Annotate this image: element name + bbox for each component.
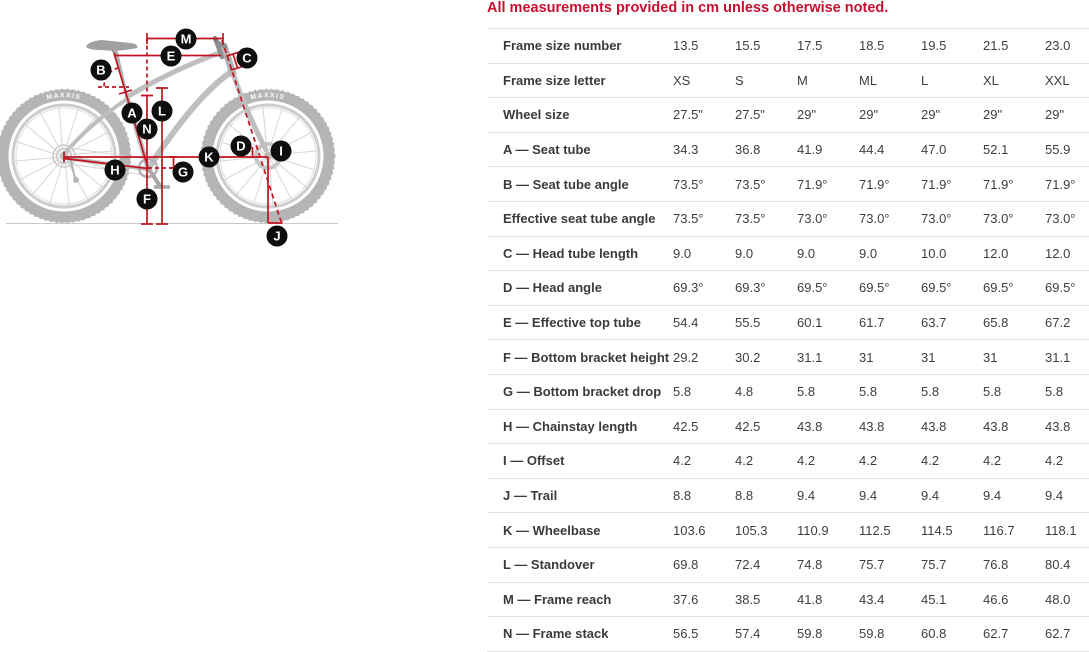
row-value: 8.8 bbox=[735, 488, 754, 504]
bike-geometry-diagram bbox=[0, 0, 487, 320]
row-value: 9.4 bbox=[921, 488, 940, 504]
row-value: 71.9° bbox=[983, 176, 1014, 192]
row-value: 73.0° bbox=[921, 211, 952, 227]
row-value: 29" bbox=[1045, 107, 1065, 123]
table-row bbox=[487, 340, 1089, 375]
row-value: 73.0° bbox=[1045, 211, 1076, 227]
table-row bbox=[487, 479, 1089, 514]
row-value: 105.3 bbox=[735, 522, 768, 538]
row-value: 71.9° bbox=[921, 176, 952, 192]
row-value: 116.7 bbox=[983, 522, 1015, 538]
row-value: 73.0° bbox=[983, 211, 1014, 227]
row-value: 45.1 bbox=[921, 591, 947, 607]
row-value: 71.9° bbox=[1045, 176, 1076, 192]
row-label: K — Wheelbase bbox=[503, 522, 601, 538]
row-value: 62.7 bbox=[1045, 626, 1071, 642]
row-value: 19.5 bbox=[921, 38, 947, 54]
row-value: 4.8 bbox=[735, 384, 754, 400]
table-row bbox=[487, 306, 1089, 341]
row-value: 71.9° bbox=[797, 176, 828, 192]
measurements-note: All measurements provided in cm unless otherwise noted. bbox=[487, 0, 889, 16]
row-value: 55.9 bbox=[1045, 142, 1071, 158]
row-value: 43.8 bbox=[797, 418, 823, 434]
table-row bbox=[487, 375, 1089, 410]
table-row bbox=[487, 617, 1089, 652]
row-value: 29" bbox=[921, 107, 941, 123]
marker-J bbox=[267, 226, 288, 247]
row-value: XL bbox=[983, 72, 999, 88]
row-value: 74.8 bbox=[797, 557, 823, 573]
row-value: 69.8 bbox=[673, 557, 699, 573]
row-value: 42.5 bbox=[735, 418, 761, 434]
row-label: A — Seat tube bbox=[503, 142, 591, 158]
marker-letter: M bbox=[180, 31, 192, 47]
row-value: 5.8 bbox=[673, 384, 692, 400]
row-value: 62.7 bbox=[983, 626, 1009, 642]
table-row bbox=[487, 237, 1089, 272]
marker-letter: G bbox=[177, 164, 189, 180]
row-value: 69.5° bbox=[859, 280, 890, 296]
row-value: 31 bbox=[859, 349, 874, 365]
row-value: 9.4 bbox=[797, 488, 816, 504]
row-value: 73.0° bbox=[797, 211, 828, 227]
row-value: 18.5 bbox=[859, 38, 885, 54]
row-value: 4.2 bbox=[797, 453, 816, 469]
row-value: XS bbox=[673, 72, 691, 88]
row-value: 5.8 bbox=[859, 384, 878, 400]
row-value: 9.4 bbox=[983, 488, 1002, 504]
row-value: 4.2 bbox=[735, 453, 754, 469]
row-value: 5.8 bbox=[983, 384, 1002, 400]
row-value: 5.8 bbox=[1045, 384, 1064, 400]
marker-letter: C bbox=[242, 50, 252, 66]
row-value: ML bbox=[859, 72, 878, 88]
row-value: 76.8 bbox=[983, 557, 1009, 573]
row-label: J — Trail bbox=[503, 488, 558, 504]
row-value: 69.5° bbox=[797, 280, 828, 296]
row-label: B — Seat tube angle bbox=[503, 176, 629, 192]
row-value: 41.9 bbox=[797, 142, 823, 158]
row-label: Frame size letter bbox=[503, 72, 606, 88]
row-value: 29" bbox=[797, 107, 817, 123]
row-value: 57.4 bbox=[735, 626, 761, 642]
row-value: 56.5 bbox=[673, 626, 699, 642]
row-label: D — Head angle bbox=[503, 280, 602, 296]
row-value: 75.7 bbox=[921, 557, 947, 573]
row-value: 34.3 bbox=[673, 142, 699, 158]
row-value: 63.7 bbox=[921, 315, 947, 331]
marker-letter: J bbox=[273, 228, 281, 244]
row-value: 46.6 bbox=[983, 591, 1009, 607]
row-value: 59.8 bbox=[797, 626, 823, 642]
row-value: 4.2 bbox=[921, 453, 940, 469]
row-value: 30.2 bbox=[735, 349, 761, 365]
marker-letter: K bbox=[204, 149, 214, 165]
marker-B bbox=[91, 60, 112, 81]
row-label: N — Frame stack bbox=[503, 626, 609, 642]
row-value: 69.3° bbox=[673, 280, 704, 296]
table-row bbox=[487, 98, 1089, 133]
row-value: 43.8 bbox=[859, 418, 885, 434]
row-value: 43.4 bbox=[859, 591, 885, 607]
row-value: 71.9° bbox=[859, 176, 890, 192]
row-value: 69.5° bbox=[1045, 280, 1076, 296]
row-value: 12.0 bbox=[1045, 245, 1071, 261]
row-value: 27.5" bbox=[735, 107, 765, 123]
geometry-panel bbox=[487, 0, 1089, 642]
row-value: 55.5 bbox=[735, 315, 761, 331]
row-label: L — Standover bbox=[503, 557, 595, 573]
marker-I bbox=[271, 141, 292, 162]
table-row bbox=[487, 583, 1089, 618]
marker-letter: L bbox=[158, 103, 166, 119]
row-value: 4.2 bbox=[673, 453, 692, 469]
row-label: M — Frame reach bbox=[503, 591, 612, 607]
row-value: 31 bbox=[983, 349, 998, 365]
table-row bbox=[487, 202, 1089, 237]
row-value: 44.4 bbox=[859, 142, 885, 158]
row-value: 69.5° bbox=[983, 280, 1014, 296]
marker-letter: E bbox=[166, 48, 176, 64]
marker-F bbox=[137, 189, 158, 210]
row-value: 9.0 bbox=[735, 245, 754, 261]
row-label: I — Offset bbox=[503, 453, 565, 469]
row-label: Wheel size bbox=[503, 107, 570, 123]
row-value: 80.4 bbox=[1045, 557, 1071, 573]
row-value: 75.7 bbox=[859, 557, 885, 573]
row-value: 42.5 bbox=[673, 418, 699, 434]
row-value: 8.8 bbox=[673, 488, 692, 504]
row-value: 29" bbox=[983, 107, 1003, 123]
row-label: H — Chainstay length bbox=[503, 418, 638, 434]
tire-brand-front: MAXXIS bbox=[250, 92, 286, 102]
row-value: 31.1 bbox=[1045, 349, 1071, 365]
row-value: 60.1 bbox=[797, 315, 823, 331]
row-value: 73.0° bbox=[859, 211, 890, 227]
row-value: 10.0 bbox=[921, 245, 947, 261]
geometry-table bbox=[487, 28, 1089, 652]
row-value: M bbox=[797, 72, 808, 88]
table-row bbox=[487, 271, 1089, 306]
table-row bbox=[487, 548, 1089, 583]
row-value: 54.4 bbox=[673, 315, 699, 331]
row-value: 31 bbox=[921, 349, 936, 365]
row-value: L bbox=[921, 72, 929, 88]
bike-diagram-svg bbox=[0, 0, 487, 320]
row-value: 31.1 bbox=[797, 349, 823, 365]
marker-K bbox=[199, 147, 220, 168]
row-value: 69.3° bbox=[735, 280, 766, 296]
row-value: 5.8 bbox=[797, 384, 816, 400]
marker-letter: H bbox=[110, 162, 120, 178]
row-value: 4.2 bbox=[1045, 453, 1064, 469]
marker-letter: D bbox=[236, 138, 246, 154]
row-value: 73.5° bbox=[673, 176, 704, 192]
marker-letter: N bbox=[142, 121, 152, 137]
marker-C bbox=[237, 48, 258, 69]
row-value: 9.4 bbox=[1045, 488, 1064, 504]
row-value: 118.1 bbox=[1045, 522, 1077, 538]
row-label: G — Bottom bracket drop bbox=[503, 384, 662, 400]
row-value: XXL bbox=[1045, 72, 1070, 88]
table-row bbox=[487, 444, 1089, 479]
row-label: F — Bottom bracket height bbox=[503, 349, 670, 365]
row-value: 52.1 bbox=[983, 142, 1009, 158]
row-value: 48.0 bbox=[1045, 591, 1071, 607]
table-row bbox=[487, 29, 1089, 64]
row-value: 27.5" bbox=[673, 107, 703, 123]
row-value: 73.5° bbox=[673, 211, 704, 227]
row-value: 17.5 bbox=[797, 38, 823, 54]
row-label: Effective seat tube angle bbox=[503, 211, 656, 227]
marker-L bbox=[152, 101, 173, 122]
row-value: 112.5 bbox=[859, 522, 891, 538]
row-value: 38.5 bbox=[735, 591, 761, 607]
row-value: 21.5 bbox=[983, 38, 1009, 54]
row-value: 43.8 bbox=[983, 418, 1009, 434]
row-value: 43.8 bbox=[921, 418, 947, 434]
row-label: Frame size number bbox=[503, 38, 622, 54]
marker-letter: B bbox=[96, 62, 106, 78]
row-label: E — Effective top tube bbox=[503, 315, 641, 331]
row-value: 15.5 bbox=[735, 38, 761, 54]
row-value: 61.7 bbox=[859, 315, 885, 331]
row-value: 23.0 bbox=[1045, 38, 1071, 54]
row-value: 9.0 bbox=[859, 245, 878, 261]
row-value: 103.6 bbox=[673, 522, 706, 538]
row-value: 29.2 bbox=[673, 349, 699, 365]
marker-E bbox=[161, 46, 182, 67]
row-value: 41.8 bbox=[797, 591, 823, 607]
row-value: 114.5 bbox=[921, 522, 953, 538]
marker-letter: F bbox=[143, 191, 151, 207]
row-value: 13.5 bbox=[673, 38, 699, 54]
row-value: 65.8 bbox=[983, 315, 1009, 331]
marker-D bbox=[231, 136, 252, 157]
table-row bbox=[487, 167, 1089, 202]
row-value: 59.8 bbox=[859, 626, 885, 642]
table-row bbox=[487, 513, 1089, 548]
row-value: 60.8 bbox=[921, 626, 947, 642]
row-value: 69.5° bbox=[921, 280, 952, 296]
marker-G bbox=[173, 162, 194, 183]
row-value: 43.8 bbox=[1045, 418, 1071, 434]
row-value: S bbox=[735, 72, 744, 88]
marker-letter: A bbox=[127, 105, 137, 121]
row-value: 4.2 bbox=[859, 453, 878, 469]
marker-letter: I bbox=[279, 143, 283, 159]
row-value: 9.0 bbox=[673, 245, 692, 261]
table-row bbox=[487, 410, 1089, 445]
marker-H bbox=[105, 160, 126, 181]
row-value: 72.4 bbox=[735, 557, 761, 573]
row-value: 37.6 bbox=[673, 591, 699, 607]
row-value: 29" bbox=[859, 107, 879, 123]
tire-brand-rear: MAXXIS bbox=[46, 92, 82, 102]
row-value: 36.8 bbox=[735, 142, 761, 158]
row-value: 73.5° bbox=[735, 211, 766, 227]
row-value: 47.0 bbox=[921, 142, 947, 158]
marker-M bbox=[176, 29, 197, 50]
row-value: 73.5° bbox=[735, 176, 766, 192]
table-row bbox=[487, 64, 1089, 99]
marker-A bbox=[122, 103, 143, 124]
saddle bbox=[86, 40, 137, 51]
row-label: C — Head tube length bbox=[503, 245, 639, 261]
marker-N bbox=[137, 119, 158, 140]
table-row bbox=[487, 133, 1089, 168]
row-value: 67.2 bbox=[1045, 315, 1071, 331]
row-value: 110.9 bbox=[797, 522, 829, 538]
row-value: 5.8 bbox=[921, 384, 940, 400]
row-value: 9.0 bbox=[797, 245, 816, 261]
row-value: 4.2 bbox=[983, 453, 1002, 469]
row-value: 12.0 bbox=[983, 245, 1009, 261]
row-value: 9.4 bbox=[859, 488, 878, 504]
